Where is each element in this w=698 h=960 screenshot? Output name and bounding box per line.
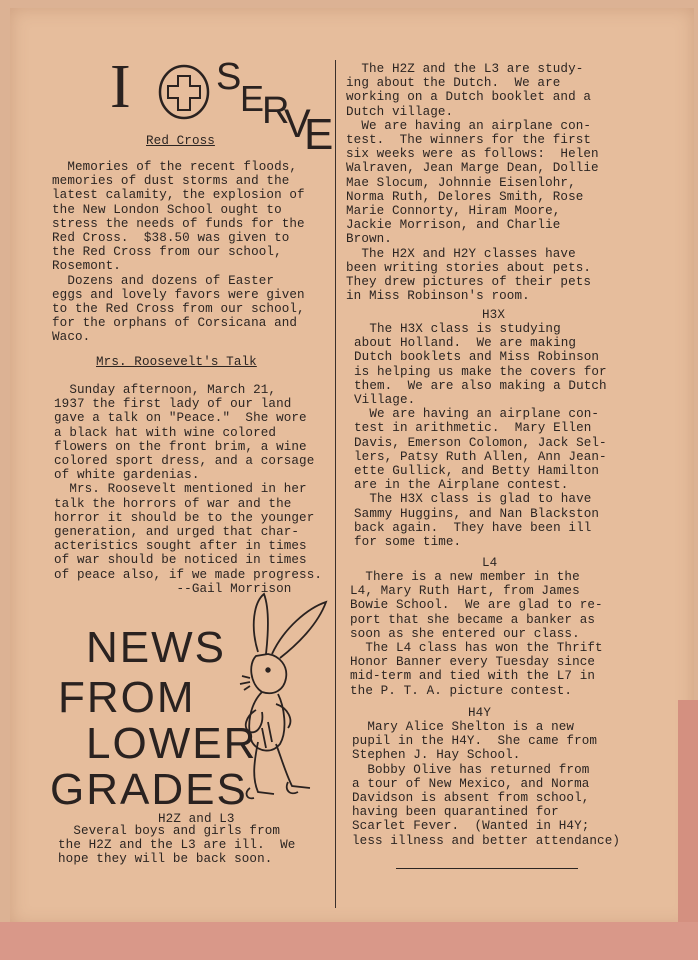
l4-line: The L4 class has won the Thrift	[350, 641, 603, 656]
l4-line: soon as she entered our class.	[350, 626, 580, 641]
roosevelt-line: horror it should be to the younger	[54, 510, 315, 525]
red-cross-line: the Red Cross from our school,	[52, 245, 282, 260]
h3x-line: We are having an airplane con-	[354, 407, 600, 422]
logo-serve-letter: V	[284, 102, 311, 146]
red-cross-line: Rosemont.	[52, 259, 121, 274]
red-cross-line: Dozens and dozens of Easter	[52, 273, 275, 288]
dutch-study-line: been writing stories about pets.	[346, 260, 592, 275]
h2z-line: the H2Z and the L3 are ill. We	[58, 838, 296, 853]
h3x-line: Dutch booklets and Miss Robinson	[354, 350, 600, 365]
roosevelt-line: of peace also, if we made progress.	[54, 567, 323, 582]
roosevelt-line: flowers on the front brim, a wine	[54, 439, 307, 454]
h2z-line: hope they will be back soon.	[58, 852, 273, 867]
h4y-line: a tour of New Mexico, and Norma	[352, 776, 590, 791]
red-cross-line: Memories of the recent floods,	[52, 160, 298, 174]
l4-line: mid-term and tied with the L7 in	[350, 669, 596, 684]
column-divider	[335, 60, 336, 908]
h3x-line: for some time.	[354, 535, 462, 550]
h4y-line: pupil in the H4Y. She came from	[352, 734, 598, 749]
roosevelt-line: --Gail Morrison	[54, 581, 292, 596]
roosevelt-line: colored sport dress, and a corsage	[54, 454, 315, 469]
l4-line: Bowie School. We are glad to re-	[350, 598, 603, 613]
dutch-study-line: ing about the Dutch. We are	[346, 76, 561, 91]
news-heading-line: LOWER	[86, 719, 258, 768]
roosevelt-paragraph	[54, 383, 322, 596]
h4y-line: Scarlet Fever. (Wanted in H4Y;	[352, 819, 590, 834]
h4y-line: Stephen J. Hay School.	[352, 748, 521, 763]
l4-line: the P. T. A. picture contest.	[350, 683, 573, 698]
dutch-study-line: Marie Connorty, Hiram Moore,	[346, 204, 561, 219]
roosevelt-line: of white gardenias.	[54, 468, 200, 483]
roosevelt-line: 1937 the first lady of our land	[54, 397, 292, 412]
roosevelt-line: generation, and urged that char-	[54, 525, 300, 540]
h3x-paragraph	[354, 322, 607, 549]
red-cross-line: memories of dust storms and the	[52, 174, 290, 189]
h3x-line: lers, Patsy Ruth Allen, Ann Jean-	[354, 449, 607, 464]
l4-paragraph	[350, 570, 603, 698]
red-cross-line: Red Cross. $38.50 was given to	[52, 231, 290, 246]
red-cross-paragraph	[52, 160, 305, 345]
roosevelt-line: talk the horrors of war and the	[54, 496, 292, 511]
roosevelt-heading: Mrs. Roosevelt's Talk	[96, 355, 257, 369]
h4y-line: less illness and better attendance)	[352, 833, 621, 848]
dutch-study-line: The H2Z and the L3 are study-	[346, 62, 584, 76]
h4y-line: having been quarantined for	[352, 805, 559, 820]
news-heading-line: FROM	[58, 673, 196, 722]
roosevelt-line: Mrs. Roosevelt mentioned in her	[54, 482, 307, 497]
dutch-study-line: Jackie Morrison, and Charlie	[346, 218, 561, 233]
red-cross-line: to the Red Cross from our school,	[52, 302, 305, 317]
h3x-line: about Holland. We are making	[354, 336, 577, 351]
dutch-study-line: Walraven, Jean Marge Dean, Dollie	[346, 161, 599, 176]
dutch-study-paragraph	[346, 62, 599, 303]
h4y-line: Davidson is absent from school,	[352, 791, 590, 806]
rabbit-illustration	[228, 592, 334, 814]
dutch-study-line: six weeks were as follows: Helen	[346, 147, 599, 162]
h3x-line: Davis, Emerson Colomon, Jack Sel-	[354, 435, 607, 450]
red-cross-line: stress the needs of funds for the	[52, 216, 305, 231]
h3x-heading: H3X	[482, 308, 505, 322]
h3x-line: is helping us make the covers for	[354, 364, 607, 379]
l4-line: There is a new member in the	[350, 570, 580, 584]
l4-heading: L4	[482, 556, 498, 570]
l4-line: Honor Banner every Tuesday since	[350, 655, 596, 670]
dutch-study-line: Dutch village.	[346, 104, 454, 119]
dutch-study-line: in Miss Robinson's room.	[346, 289, 530, 304]
roosevelt-line: a black hat with wine colored	[54, 425, 277, 440]
dutch-study-line: The H2X and H2Y classes have	[346, 246, 576, 261]
logo-letter-i: I	[110, 53, 131, 121]
h4y-heading: H4Y	[468, 706, 491, 720]
h2z-l3-paragraph	[58, 824, 295, 867]
pink-backing-right	[678, 700, 698, 922]
h4y-line: Bobby Olive has returned from	[352, 762, 590, 777]
logo-serve-letter: E	[304, 110, 334, 159]
red-cross-line: latest calamity, the explosion of	[52, 188, 305, 203]
l4-line: L4, Mary Ruth Hart, from James	[350, 584, 580, 599]
h3x-line: ette Gullick, and Betty Hamilton	[354, 464, 600, 479]
dutch-study-line: Mae Slocum, Johnnie Eisenlohr,	[346, 175, 576, 190]
dutch-study-line: test. The winners for the first	[346, 133, 592, 148]
red-cross-line: Waco.	[52, 330, 91, 345]
dutch-study-line: Norma Ruth, Delores Smith, Rose	[346, 189, 584, 204]
red-cross-line: eggs and lovely favors were given	[52, 287, 305, 302]
news-heading-line: NEWS	[86, 623, 226, 672]
logo-serve-letter: R	[262, 90, 290, 132]
roosevelt-line: of war should be noticed in times	[54, 553, 307, 568]
h3x-line: are in the Airplane contest.	[354, 478, 569, 493]
red-cross-line: the New London School ought to	[52, 202, 282, 217]
roosevelt-line: gave a talk on "Peace." She wore	[54, 411, 307, 426]
roosevelt-line: acteristics sought after in times	[54, 539, 307, 554]
h3x-line: The H3X class is studying	[354, 322, 561, 336]
h3x-line: test in arithmetic. Mary Ellen	[354, 421, 592, 436]
red-cross-line: for the orphans of Corsicana and	[52, 316, 298, 331]
h4y-line: Mary Alice Shelton is a new	[352, 720, 575, 734]
news-heading-line: GRADES	[50, 765, 248, 814]
h3x-line: Sammy Huggins, and Nan Blackston	[354, 506, 600, 521]
pink-backing-bottom	[0, 922, 698, 960]
h3x-line: Village.	[354, 393, 416, 408]
h2z-line: Several boys and girls from	[58, 824, 281, 838]
dutch-study-line: working on a Dutch booklet and a	[346, 90, 592, 105]
roosevelt-line: Sunday afternoon, March 21,	[54, 383, 277, 397]
red-cross-caption: Red Cross	[146, 134, 215, 148]
h3x-line: them. We are also making a Dutch	[354, 378, 607, 393]
h3x-line: back again. They have been ill	[354, 520, 592, 535]
l4-line: port that she became a banker as	[350, 612, 596, 627]
dutch-study-line: They drew pictures of their pets	[346, 275, 592, 290]
h2z-l3-heading: H2Z and L3	[158, 812, 235, 826]
logo-serve-letter: S	[216, 56, 242, 98]
h4y-paragraph	[352, 720, 620, 848]
dutch-study-line: Brown.	[346, 232, 392, 247]
red-cross-icon	[156, 62, 212, 122]
h3x-line: The H3X class is glad to have	[354, 492, 592, 507]
logo-serve-letter: E	[240, 78, 265, 119]
dutch-study-line: We are having an airplane con-	[346, 118, 592, 133]
closing-rule	[396, 868, 578, 869]
